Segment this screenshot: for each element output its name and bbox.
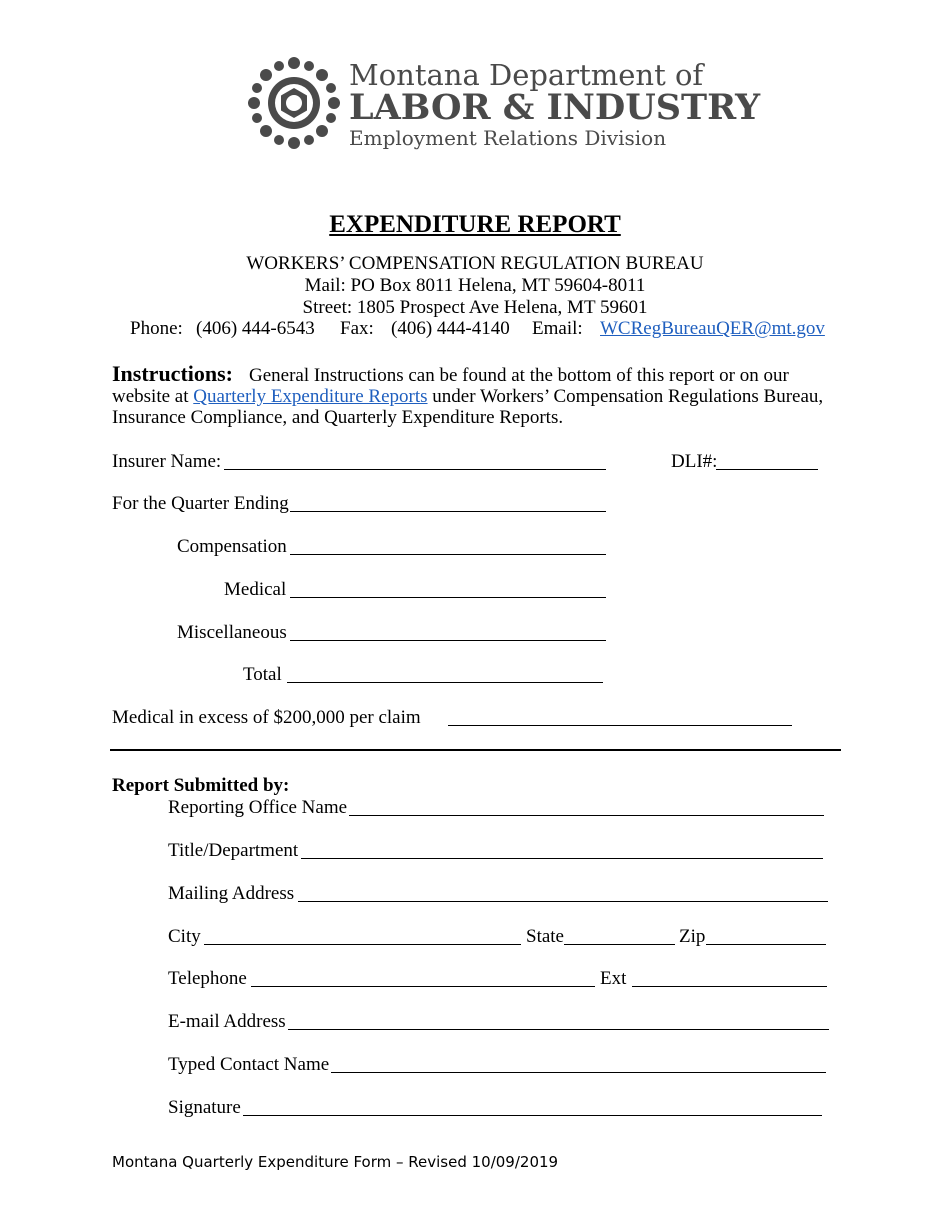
signature-field[interactable]	[243, 1098, 822, 1116]
instructions-heading: Instructions:	[112, 361, 234, 386]
email-label: Email:	[532, 318, 583, 339]
instructions-text-1: General Instructions can be found at the bottom of this report or on our	[249, 365, 789, 386]
instructions-line-3: Insurance Compliance, and Quarterly Expenditure Reports.	[112, 407, 564, 428]
section-divider	[110, 749, 841, 751]
ext-label: Ext	[600, 968, 627, 989]
medical-label: Medical	[224, 579, 287, 600]
office-name-label: Reporting Office Name	[168, 797, 348, 818]
email-address-field[interactable]	[288, 1012, 829, 1030]
quarter-ending-label: For the Quarter Ending	[112, 493, 289, 514]
quarter-ending-field[interactable]	[290, 494, 606, 512]
title-department-label: Title/Department	[168, 840, 299, 861]
gear-icon	[246, 55, 342, 151]
miscellaneous-label: Miscellaneous	[177, 622, 287, 643]
insurer-name-label: Insurer Name:	[112, 451, 222, 472]
contact-name-field[interactable]	[331, 1055, 826, 1073]
telephone-label: Telephone	[168, 968, 247, 989]
email-address-label: E-mail Address	[168, 1011, 286, 1032]
state-label: State	[526, 926, 564, 947]
telephone-field[interactable]	[251, 969, 595, 987]
page-title: EXPENDITURE REPORT	[329, 211, 621, 238]
compensation-field[interactable]	[290, 537, 606, 555]
title-department-field[interactable]	[301, 841, 823, 859]
instructions-text-2-pre: website at	[112, 386, 189, 407]
footer-text: Montana Quarterly Expenditure Form – Revised 10/09/2019	[112, 1153, 559, 1171]
fax-label: Fax:	[340, 318, 374, 339]
logo	[246, 55, 342, 151]
compensation-label: Compensation	[177, 536, 287, 557]
signature-label: Signature	[168, 1097, 241, 1118]
medical-excess-label: Medical in excess of $200,000 per claim	[112, 707, 421, 728]
total-label: Total	[243, 664, 282, 685]
mailing-address-label: Mailing Address	[168, 883, 295, 904]
mailing-address-field[interactable]	[298, 884, 828, 902]
bureau-street: Street: 1805 Prospect Ave Helena, MT 59601	[302, 297, 648, 318]
fax-value: (406) 444-4140	[391, 318, 510, 339]
medical-field[interactable]	[290, 580, 606, 598]
insurer-name-field[interactable]	[224, 452, 606, 470]
contact-name-label: Typed Contact Name	[168, 1054, 330, 1075]
logo-line-1: Montana Department of	[349, 58, 704, 92]
office-name-field[interactable]	[349, 798, 824, 816]
dli-field[interactable]	[716, 452, 818, 470]
city-label: City	[168, 926, 201, 947]
zip-label: Zip	[679, 926, 706, 947]
submitted-heading: Report Submitted by:	[112, 775, 290, 796]
state-field[interactable]	[564, 927, 675, 945]
bureau-name: WORKERS’ COMPENSATION REGULATION BUREAU	[246, 253, 704, 274]
phone-label: Phone:	[130, 318, 183, 339]
logo-line-2: LABOR & INDUSTRY	[349, 87, 761, 128]
instructions	[112, 362, 789, 387]
quarterly-reports-link[interactable]: Quarterly Expenditure Reports	[193, 386, 428, 407]
email-link[interactable]: WCRegBureauQER@mt.gov	[600, 318, 825, 339]
zip-field[interactable]	[706, 927, 826, 945]
logo-line-3: Employment Relations Division	[349, 126, 667, 150]
instructions-line-2	[112, 386, 823, 408]
ext-field[interactable]	[632, 969, 827, 987]
dli-label: DLI#:	[671, 451, 718, 472]
medical-excess-field[interactable]	[448, 708, 792, 726]
total-field[interactable]	[287, 665, 603, 683]
phone-value: (406) 444-6543	[196, 318, 315, 339]
city-field[interactable]	[204, 927, 521, 945]
instructions-text-2-post: under Workers’ Compensation Regulations Bureau,	[432, 386, 824, 407]
miscellaneous-field[interactable]	[290, 623, 606, 641]
bureau-mail: Mail: PO Box 8011 Helena, MT 59604-8011	[304, 275, 646, 296]
